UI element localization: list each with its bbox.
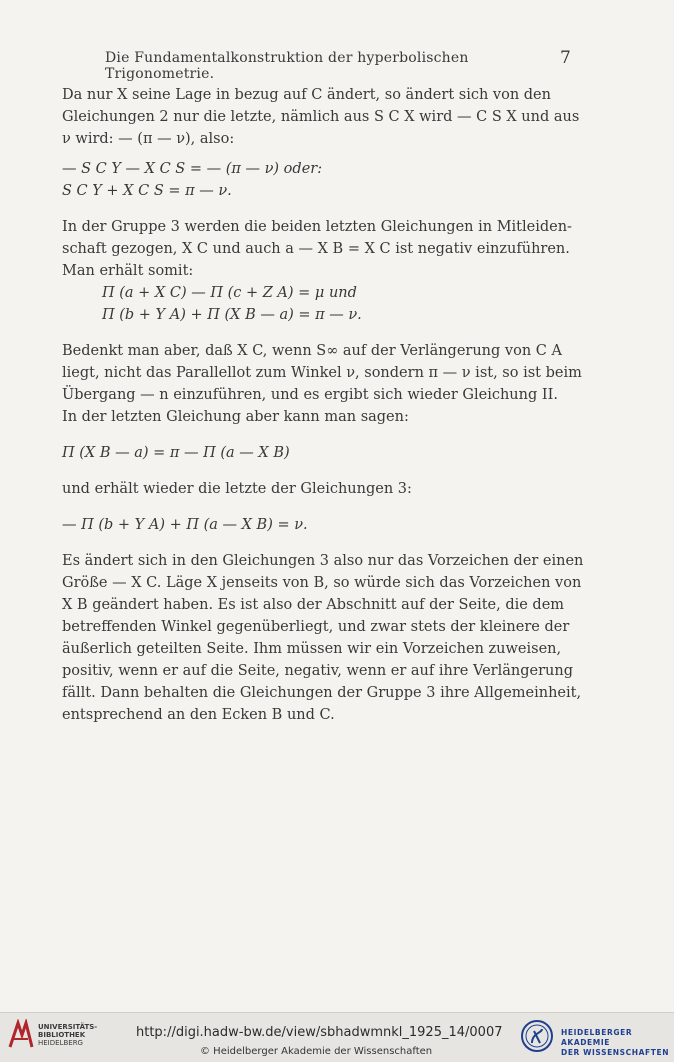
equation-line: — Π (b + Y A) + Π (a — X B) = ν. bbox=[62, 517, 308, 533]
paragraph-line: positiv, wenn er auf die Seite, negativ, wenn er auf ihre Verlängerung bbox=[62, 663, 573, 679]
academy-seal-icon[interactable] bbox=[520, 1019, 554, 1053]
university-library-name: UNIVERSITÄTS- BIBLIOTHEK HEIDELBERG bbox=[38, 1023, 98, 1047]
equation-line: Π (b + Y A) + Π (X B — a) = π — ν. bbox=[102, 307, 362, 323]
paragraph-line: ν wird: — (π — ν), also: bbox=[62, 131, 235, 147]
paragraph-line: In der Gruppe 3 werden die beiden letzten Gleichungen in Mitleiden- bbox=[62, 219, 572, 235]
paragraph-line: Es ändert sich in den Gleichungen 3 also nur das Vorzeichen der einen bbox=[62, 553, 584, 569]
paragraph-line: liegt, nicht das Parallellot zum Winkel ν, sondern π — ν ist, so ist beim bbox=[62, 365, 582, 381]
paragraph-line: fällt. Dann behalten die Gleichungen der Gruppe 3 ihre Allgemeinheit, bbox=[62, 685, 582, 701]
paragraph-line: schaft gezogen, X C und auch a — X B = X C ist negativ einzuführen. bbox=[62, 241, 570, 257]
paragraph-line: entsprechend an den Ecken B und C. bbox=[62, 707, 335, 723]
paragraph-line: Übergang — n einzuführen, und es ergibt sich wieder Gleichung II. bbox=[62, 387, 558, 403]
paragraph-line: In der letzten Gleichung aber kann man sagen: bbox=[62, 409, 409, 425]
paragraph-line: Bedenkt man aber, daß X C, wenn S∞ auf der Verlängerung von C A bbox=[62, 343, 562, 359]
copyright-notice: © Heidelberger Akademie der Wissenschaften bbox=[200, 1046, 433, 1057]
paragraph-line: betreffenden Winkel gegenüberliegt, und zwar stets der kleinere der bbox=[62, 619, 570, 635]
university-library-logo-icon[interactable] bbox=[8, 1019, 34, 1049]
paragraph-line: Da nur X seine Lage in bezug auf C ändert, so ändert sich von den bbox=[62, 87, 551, 103]
paragraph-line: Gleichungen 2 nur die letzte, nämlich aus S C X wird — C S X und aus bbox=[62, 109, 580, 125]
paragraph-line: Man erhält somit: bbox=[62, 263, 194, 279]
running-head-title: Die Fundamentalkonstruktion der hyperbolischen Trigonometrie. bbox=[105, 50, 469, 82]
permalink-url[interactable]: http://digi.hadw-bw.de/view/sbhadwmnkl_1925_14/0007 bbox=[136, 1025, 503, 1040]
equation-line: Π (X B — a) = π — Π (a — X B) bbox=[62, 445, 290, 461]
equation-line: S C Y + X C S = π — ν. bbox=[62, 183, 232, 199]
paragraph-line: X B geändert haben. Es ist also der Abschnitt auf der Seite, die dem bbox=[62, 597, 565, 613]
equation-line: Π (a + X C) — Π (c + Z A) = μ und bbox=[102, 285, 357, 301]
equation-line: — S C Y — X C S = — (π — ν) oder: bbox=[62, 161, 323, 177]
body-text bbox=[62, 84, 586, 726]
viewer-footer bbox=[0, 1012, 674, 1062]
academy-name: HEIDELBERGER AKADEMIE DER WISSENSCHAFTEN bbox=[561, 1028, 670, 1057]
running-head bbox=[105, 48, 575, 82]
paragraph-line: und erhält wieder die letzte der Gleichungen 3: bbox=[62, 481, 412, 497]
paragraph-line: Größe — X C. Läge X jenseits von B, so würde sich das Vorzeichen von bbox=[62, 575, 582, 591]
page-number: 7 bbox=[559, 48, 571, 68]
paragraph-line: äußerlich geteilten Seite. Ihm müssen wir ein Vorzeichen zuweisen, bbox=[62, 641, 562, 657]
